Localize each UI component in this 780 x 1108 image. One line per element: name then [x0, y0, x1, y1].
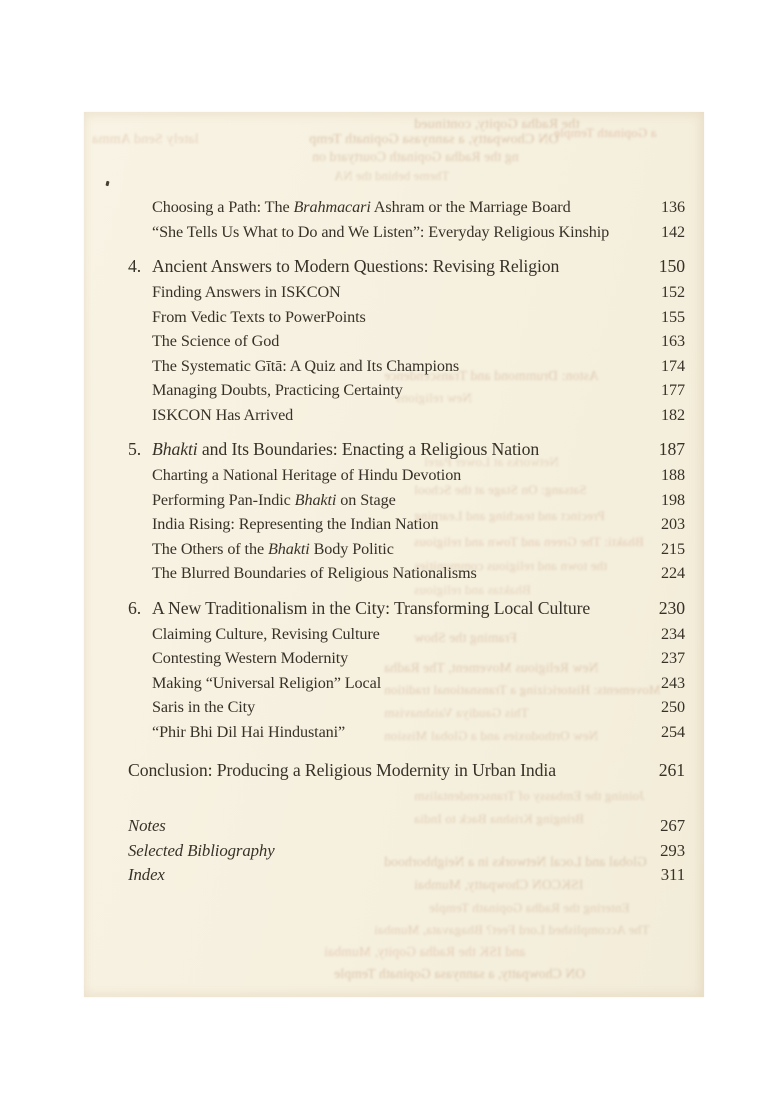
page-number: 136: [661, 198, 685, 216]
toc-entry: [128, 280, 685, 305]
bleedthrough-text: New religions: [396, 390, 472, 405]
toc-entry: [128, 814, 685, 839]
page-number: 203: [661, 515, 685, 533]
toc-chapter-entry: [128, 594, 685, 622]
bleedthrough-text: the Radha Gopity, continued: [414, 117, 580, 132]
toc-entry: [128, 403, 685, 428]
toc-entry: [128, 463, 685, 488]
bleedthrough-text: Theme behind the NA: [334, 169, 450, 183]
page-number: 267: [660, 816, 685, 835]
page-number: 155: [661, 307, 685, 326]
chapter-number: 5.: [128, 439, 142, 459]
toc-entry: [128, 561, 685, 586]
page-number: 152: [661, 283, 685, 301]
bleedthrough-text: the town and religious communities: [414, 558, 608, 573]
bleedthrough-text: Entering the Radha Gopinath Temple: [429, 900, 630, 915]
bleedthrough-text: ON Chowpatty, a sannyasa Gopinath Temp: [309, 132, 559, 147]
entry-title: Choosing a Path: The Brahmacari Ashram or the Marriage Board: [152, 198, 571, 216]
toc-entry: [128, 195, 685, 220]
entry-title: Performing Pan-Indic Bhakti on Stage: [152, 490, 396, 509]
toc-entry: [128, 354, 685, 379]
entry-title: Notes: [128, 816, 166, 835]
page-number: 182: [661, 405, 685, 424]
bleedthrough-text: The Accomplished Lord Feet? Bhagavata, Mumbai: [374, 922, 650, 937]
toc-chapter-entry: [128, 252, 685, 280]
toc-entry: [128, 671, 685, 696]
page-number: 237: [661, 649, 685, 667]
entry-title: Ancient Answers to Modern Questions: Revising Religion: [152, 256, 560, 276]
page-number: 188: [661, 466, 685, 484]
toc-entry: [128, 537, 685, 562]
toc-chapter-entry: [128, 435, 685, 463]
toc-entry: [128, 839, 685, 864]
bleedthrough-text: a Gopinath Temple: [554, 125, 657, 140]
bleedthrough-text: ng the Radha Gopinath Courtyard on: [312, 149, 519, 164]
bleedthrough-text: This Gaudiya Vaishnavism: [384, 705, 529, 720]
page-number: 311: [660, 865, 685, 884]
bleedthrough-text: ISKCON Chowpatty, Mumbai: [414, 877, 584, 892]
bleedthrough-text: New Orthodoxies and a Global Mission: [384, 728, 599, 743]
bleedthrough-text: Framing the Show: [414, 630, 517, 645]
entry-title: “Phir Bhi Dil Hai Hindustani”: [152, 722, 346, 741]
entry-title: A New Traditionalism in the City: Transforming Local Culture: [152, 597, 591, 618]
entry-title: India Rising: Representing the Indian Nation: [152, 515, 439, 533]
entry-title: Bhakti and Its Boundaries: Enacting a Religious Nation: [152, 439, 540, 459]
bleedthrough-text: Satsang: On Stage at the School: [414, 482, 587, 497]
toc-entry: [128, 378, 685, 403]
bleedthrough-text: New Religious Movement, The Radha: [384, 660, 599, 675]
toc-entry: [128, 305, 685, 330]
toc-entry: [128, 695, 685, 720]
page-number: 234: [661, 624, 685, 643]
page-number: 198: [661, 490, 685, 509]
page-number: 293: [660, 840, 685, 860]
page-number: 261: [658, 760, 685, 780]
page-number: 224: [661, 564, 685, 582]
entry-title: Claiming Culture, Revising Culture: [152, 624, 380, 643]
bleedthrough-text: and ISK the Radha Gopity, Mumbai: [324, 944, 526, 959]
entry-title: The Science of God: [152, 332, 280, 350]
page-number: 254: [661, 722, 685, 741]
toc-entry: [128, 622, 685, 647]
entry-title: From Vedic Texts to PowerPoints: [152, 307, 366, 326]
page-number: 163: [661, 332, 685, 350]
entry-title: Contesting Western Modernity: [152, 649, 349, 667]
entry-title: Making “Universal Religion” Local: [152, 673, 382, 692]
entry-title: Saris in the City: [152, 698, 256, 716]
bleedthrough-text: lately Send Amma: [92, 132, 199, 147]
toc-entry: [128, 646, 685, 671]
toc-entry: [128, 863, 685, 888]
chapter-number: 6.: [128, 597, 142, 618]
entry-title: ISKCON Has Arrived: [152, 405, 294, 424]
page-number: 187: [658, 439, 685, 459]
toc-entry: [128, 512, 685, 537]
page-number: 215: [661, 539, 685, 558]
toc-entry: [128, 220, 685, 245]
bleedthrough-text: Bringing Krishna Back to India: [414, 811, 584, 826]
chapter-number: 4.: [128, 256, 142, 276]
entry-title: Charting a National Heritage of Hindu Devotion: [152, 466, 462, 484]
entry-title: Finding Answers in ISKCON: [152, 283, 341, 301]
bleedthrough-text: Bhaktas and religious: [414, 582, 531, 597]
entry-title: Managing Doubts, Practicing Certainty: [152, 381, 403, 399]
entry-title: The Others of the Bhakti Body Politic: [152, 539, 394, 558]
entry-title: The Blurred Boundaries of Religious Nationalisms: [152, 564, 477, 582]
toc-entry: [128, 756, 685, 784]
bleedthrough-text: Bhakti: The Green and Town and religious: [414, 534, 644, 549]
entry-title: “She Tells Us What to Do and We Listen”: Everyday Religious Kinship: [152, 222, 610, 241]
bleedthrough-text: Precinct and teaching and Learning: [414, 508, 605, 523]
toc-entry: [128, 720, 685, 745]
entry-title: Selected Bibliography: [128, 840, 275, 860]
bleedthrough-text: Joining the Embassy of Transcendentalism: [414, 788, 645, 803]
page-number: 243: [661, 673, 685, 692]
bleedthrough-text: Aston: Drummond and Transcendence: [384, 368, 599, 383]
bleedthrough-text: Movements: Historicizing a Transnational tradition: [384, 682, 661, 697]
page-number: 150: [658, 256, 685, 276]
entry-title: The Systematic Gītā: A Quiz and Its Champions: [152, 356, 460, 375]
page-number: 250: [661, 698, 685, 716]
entry-title: Conclusion: Producing a Religious Modernity in Urban India: [128, 760, 556, 780]
page-number: 174: [661, 356, 685, 375]
bleedthrough-text: Networks at Lower Parel: [424, 454, 559, 469]
bleedthrough-text: Global and Local Networks in a Neighborhood: [384, 854, 647, 869]
toc-entry: [128, 488, 685, 513]
bleedthrough-text: ON Chowpatty, a sannyasa Gopinath Temple: [334, 966, 586, 981]
page-number: 142: [661, 222, 685, 241]
page-number: 177: [661, 381, 685, 399]
ink-speck: [105, 181, 109, 187]
scan-page: [84, 112, 704, 997]
page-number: 230: [658, 597, 685, 618]
entry-title: Index: [128, 865, 165, 884]
toc-entry: [128, 329, 685, 354]
toc-list: [128, 195, 685, 888]
